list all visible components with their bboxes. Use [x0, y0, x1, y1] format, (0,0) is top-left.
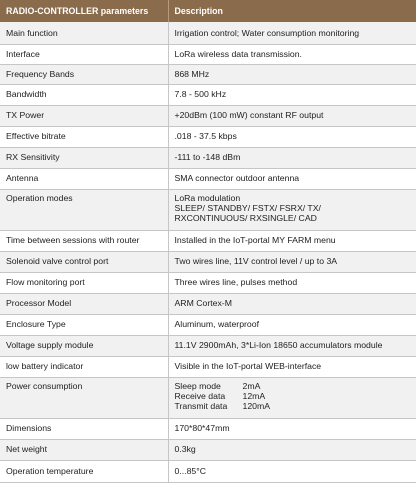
- table-row: [0, 460, 416, 482]
- power-consumption-grid: [175, 381, 411, 411]
- table-row: [0, 356, 416, 377]
- desc-cell: Irrigation control; Water consumption monitoring: [168, 22, 416, 44]
- desc-cell: Two wires line, 11V control level / up to 3A: [168, 251, 416, 272]
- power-mode-label: Transmit data: [174, 400, 228, 411]
- param-cell: Bandwidth: [0, 84, 168, 105]
- param-cell: Main function: [0, 22, 168, 44]
- table-row: [0, 147, 416, 168]
- param-cell: Voltage supply module: [0, 335, 168, 356]
- power-mode-label: Sleep mode: [174, 380, 221, 391]
- param-cell: Antenna: [0, 168, 168, 189]
- power-mode-value: 2mA: [242, 380, 261, 391]
- param-cell: Interface: [0, 44, 168, 64]
- table-row: [0, 105, 416, 126]
- desc-cell: Installed in the IoT-portal MY FARM menu: [168, 230, 416, 251]
- header-description: Description: [168, 0, 416, 22]
- header-param: RADIO-CONTROLLER parameters: [0, 0, 168, 22]
- param-cell: Net weight: [0, 439, 168, 460]
- table-row: [0, 84, 416, 105]
- param-cell: Enclosure Type: [0, 314, 168, 335]
- table-row: [0, 251, 416, 272]
- param-cell: Effective bitrate: [0, 126, 168, 147]
- desc-cell: 7.8 - 500 kHz: [168, 84, 416, 105]
- param-cell: Operation temperature: [0, 460, 168, 482]
- desc-cell: 170*80*47mm: [168, 418, 416, 439]
- table-row: [0, 44, 416, 64]
- desc-cell: +20dBm (100 mW) constant RF output: [168, 105, 416, 126]
- param-cell: Power consumption: [0, 377, 168, 418]
- desc-cell: Aluminum, waterproof: [168, 314, 416, 335]
- param-cell: Dimensions: [0, 418, 168, 439]
- desc-cell: LoRa wireless data transmission.: [168, 44, 416, 64]
- desc-cell: Visible in the IoT-portal WEB-interface: [168, 356, 416, 377]
- desc-cell: Three wires line, pulses method: [168, 272, 416, 293]
- desc-cell: SMA connector outdoor antenna: [168, 168, 416, 189]
- desc-cell: ARM Cortex-M: [168, 293, 416, 314]
- desc-cell: 868 MHz: [168, 64, 416, 84]
- operation-mode-line: RXCONTINUOUS/ RXSINGLE/ CAD: [174, 212, 317, 223]
- table-row: [0, 272, 416, 293]
- power-mode-value: 12mA: [242, 390, 266, 401]
- table-row: [0, 126, 416, 147]
- param-cell: Operation modes: [0, 189, 168, 230]
- param-cell: RX Sensitivity: [0, 147, 168, 168]
- param-cell: low battery indicator: [0, 356, 168, 377]
- desc-cell: 0.3kg: [168, 439, 416, 460]
- desc-cell: 0...85°C: [168, 460, 416, 482]
- operation-mode-line: LoRa modulation: [174, 192, 241, 203]
- table-row: [0, 314, 416, 335]
- desc-cell: 11.1V 2900mAh, 3*Li-Ion 18650 accumulators module: [168, 335, 416, 356]
- power-mode-label: Receive data: [174, 390, 226, 401]
- param-cell: Solenoid valve control port: [0, 251, 168, 272]
- desc-cell: [168, 189, 416, 230]
- param-cell: Processor Model: [0, 293, 168, 314]
- power-mode-value: 120mA: [242, 400, 271, 411]
- table-row: [0, 64, 416, 84]
- table-row: [0, 439, 416, 460]
- param-cell: TX Power: [0, 105, 168, 126]
- table-row: [0, 230, 416, 251]
- param-cell: Time between sessions with router: [0, 230, 168, 251]
- desc-cell: -111 to -148 dBm: [168, 147, 416, 168]
- table-row: [0, 335, 416, 356]
- operation-mode-line: SLEEP/ STANDBY/ FSTX/ FSRX/ TX/: [174, 202, 321, 213]
- param-cell: Frequency Bands: [0, 64, 168, 84]
- table-row: [0, 293, 416, 314]
- desc-cell: .018 - 37.5 kbps: [168, 126, 416, 147]
- table-row: [0, 189, 416, 230]
- table-header-row: [0, 0, 416, 22]
- param-cell: Flow monitoring port: [0, 272, 168, 293]
- table-row: [0, 168, 416, 189]
- table-row: [0, 377, 416, 418]
- table-row: [0, 22, 416, 44]
- table-row: [0, 418, 416, 439]
- desc-cell: [168, 377, 416, 418]
